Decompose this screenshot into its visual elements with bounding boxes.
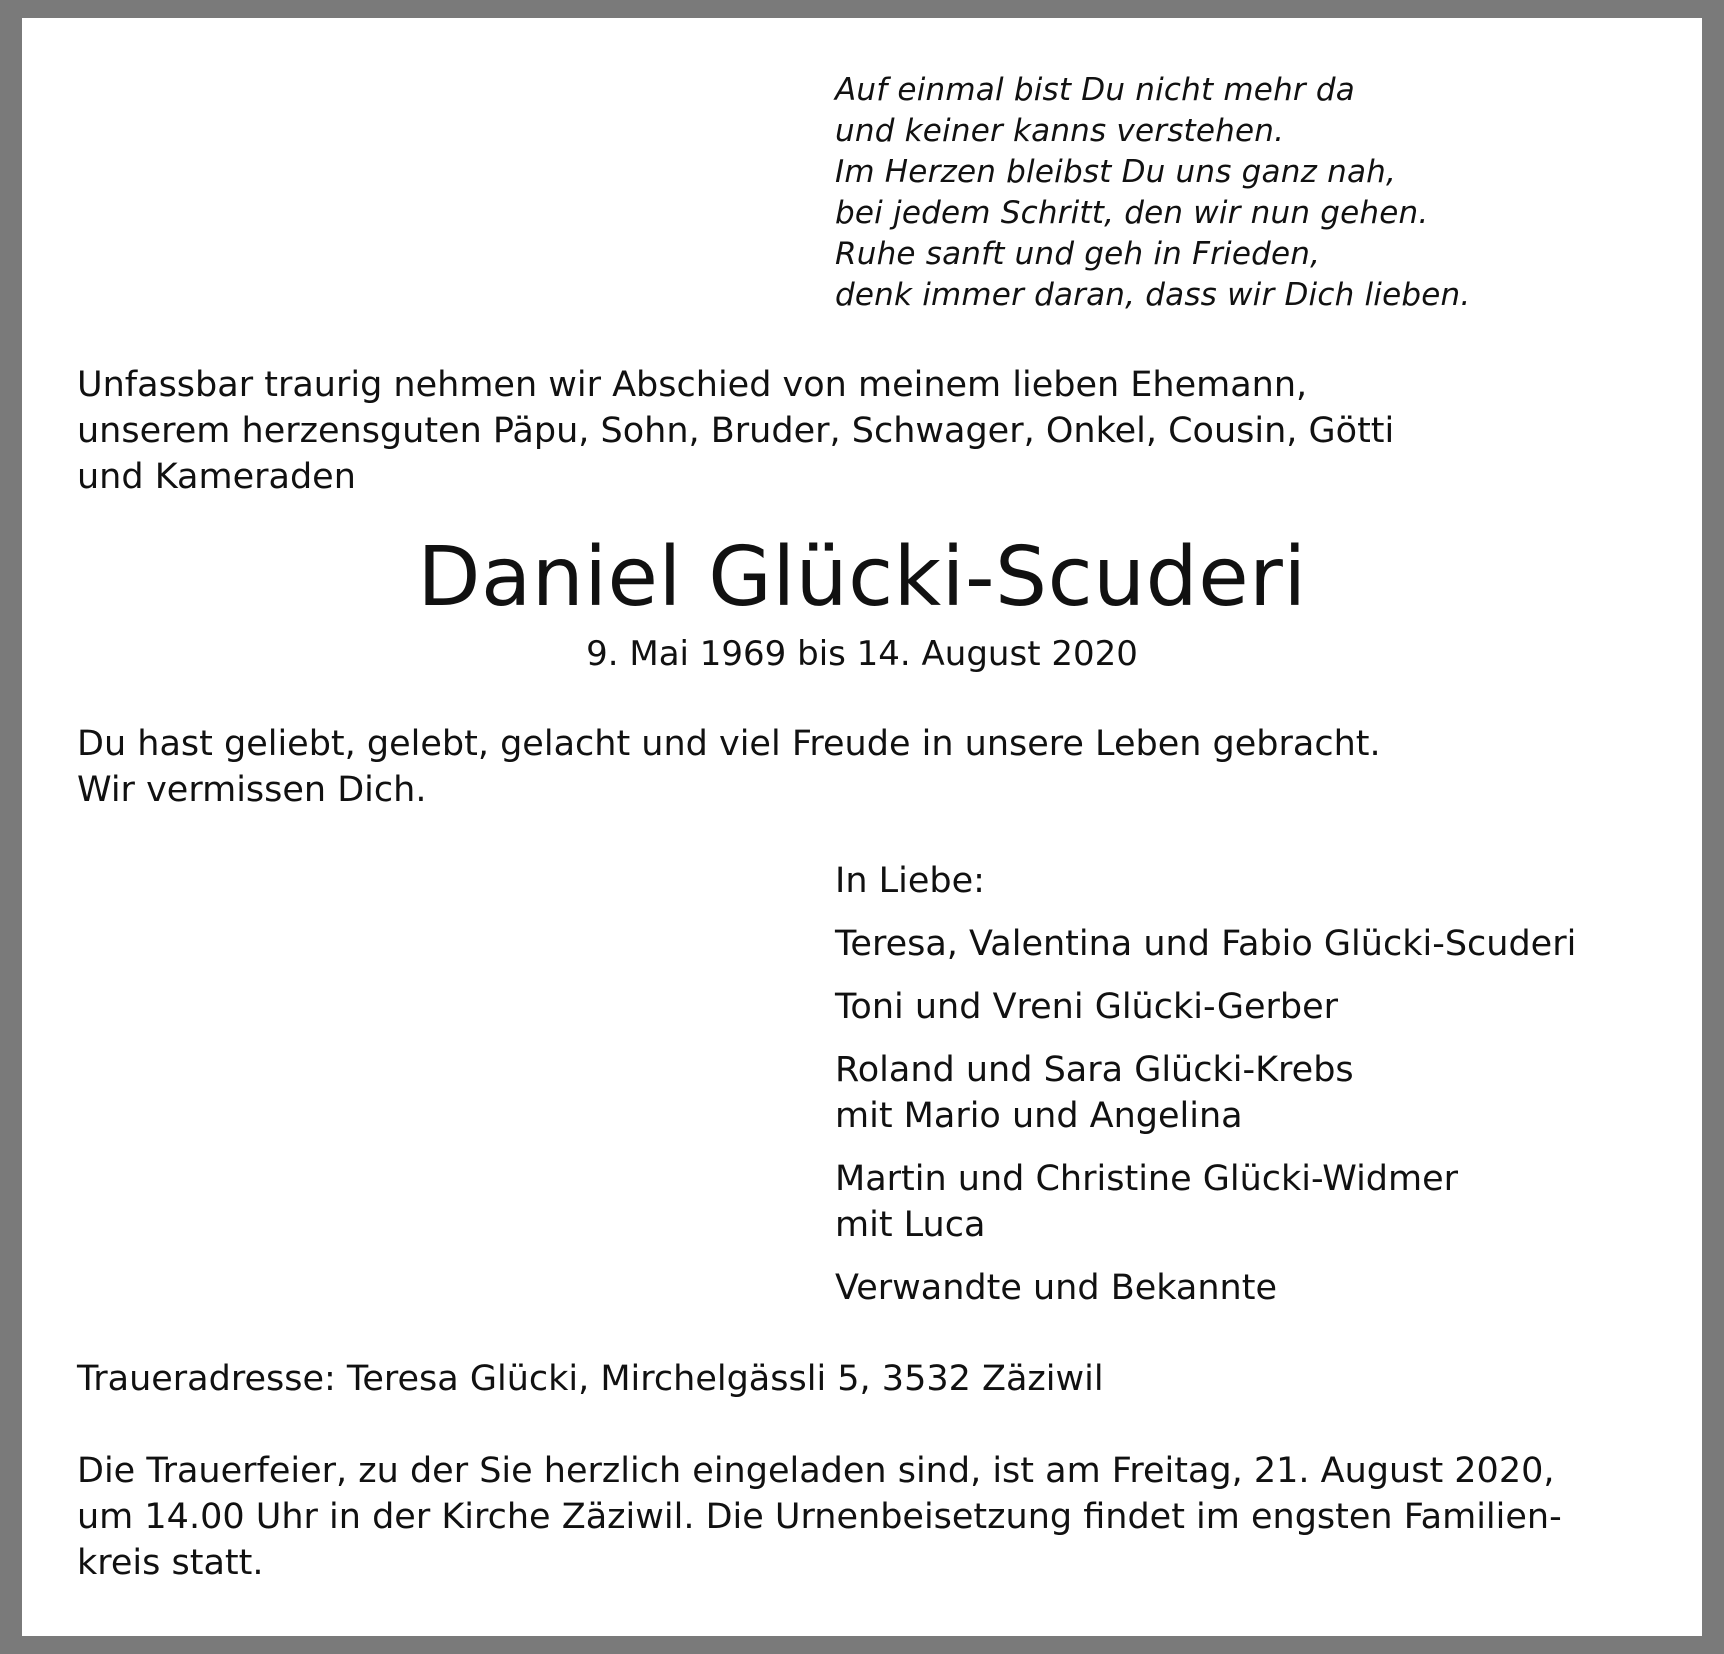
poem-line: Ruhe sanft und geh in Frieden, [835,236,1321,272]
tribute-paragraph [77,721,1677,813]
mourner-line: Verwandte und Bekannte [835,1268,1277,1308]
mourner-line: mit Mario und Angelina [835,1096,1243,1136]
mourner-group [835,1156,1695,1248]
ceremony-line: kreis statt. [77,1543,264,1583]
ceremony-paragraph [77,1448,1697,1586]
intro-line: Unfassbar traurig nehmen wir Abschied von meinem lieben Ehemann, [77,365,1308,405]
mourner-group [835,921,1695,967]
poem-line: Im Herzen bleibst Du uns ganz nah, [835,154,1397,190]
poem-line: denk immer daran, dass wir Dich lieben. [835,277,1471,313]
intro-line: und Kameraden [77,457,356,497]
poem-line: bei jedem Schritt, den wir nun gehen. [835,195,1429,231]
mourner-group [835,984,1695,1030]
mourner-line: Roland und Sara Glücki-Krebs [835,1050,1354,1090]
mourner-group [835,1265,1695,1311]
poem-line: Auf einmal bist Du nicht mehr da [835,72,1355,108]
mourning-address: Traueradresse: Teresa Glücki, Mirchelgässli 5, 3532 Zäziwil [77,1359,1104,1399]
mourner-line: Toni und Vreni Glücki-Gerber [835,987,1339,1027]
mourner-line: mit Luca [835,1205,986,1245]
mourner-line: Martin und Christine Glücki-Widmer [835,1159,1459,1199]
deceased-name: Daniel Glücki-Scuderi [417,530,1307,625]
obituary-page [22,18,1702,1636]
ceremony-line: Die Trauerfeier, zu der Sie herzlich eingeladen sind, ist am Freitag, 21. August 2020, [77,1451,1555,1491]
poem-line: und keiner kanns verstehen. [835,113,1285,149]
mourners-heading: In Liebe: [835,861,985,901]
life-dates: 9. Mai 1969 bis 14. August 2020 [586,634,1138,674]
mourner-group [835,1047,1695,1139]
tribute-line: Wir vermissen Dich. [77,770,427,810]
mourners-list [835,858,1695,1328]
intro-line: unserem herzensguten Päpu, Sohn, Bruder, Schwager, Onkel, Cousin, Götti [77,411,1395,451]
poem [835,70,1655,316]
tribute-line: Du hast geliebt, gelebt, gelacht und viel Freude in unsere Leben gebracht. [77,724,1381,764]
mourner-line: Teresa, Valentina und Fabio Glücki-Scuderi [835,924,1577,964]
ceremony-line: um 14.00 Uhr in der Kirche Zäziwil. Die Urnenbeisetzung findet im engsten Familien- [77,1497,1562,1537]
intro-paragraph [77,362,1677,500]
